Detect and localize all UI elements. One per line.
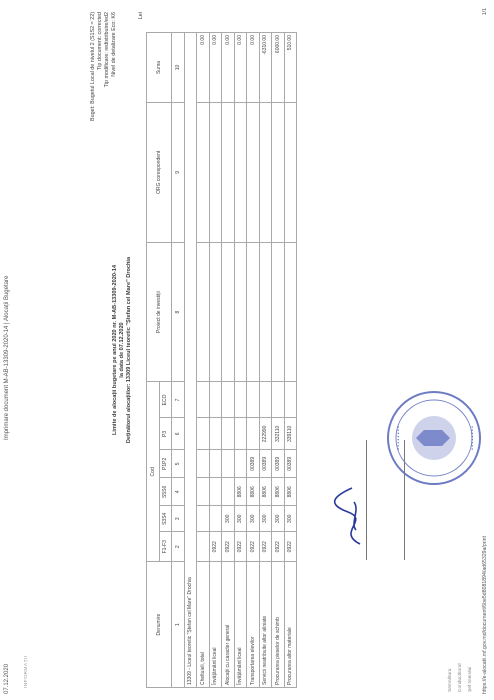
logo-text: INFORMAȚII <box>24 655 29 688</box>
table-cell-suma: 0.00 <box>222 33 235 103</box>
num-cell: 3 <box>172 506 185 532</box>
table-cell-den: Procurarea altor materiale <box>284 562 297 688</box>
table-cell-suma: 6000.00 <box>272 33 285 103</box>
table-cell-s34: 300 <box>247 506 260 532</box>
meta-tip-document: Tip document: corrected <box>97 12 103 70</box>
table-cell-org <box>259 102 272 242</box>
table-cell-proj <box>197 242 210 382</box>
table-cell-org <box>272 102 285 242</box>
table-cell-s34 <box>197 506 210 532</box>
table-cell-p3: 222990 <box>259 418 272 450</box>
col-denumire: Denumire <box>147 562 172 688</box>
sig-label-1: Semnătura <box>448 668 453 692</box>
col-p1p2: P1P2 <box>159 450 172 478</box>
table-cell-p12: 00389 <box>247 450 260 478</box>
print-date: 07.12.2020 <box>4 663 10 694</box>
table-cell-p3: 339110 <box>284 418 297 450</box>
official-stamp <box>384 388 484 488</box>
table-row <box>284 33 297 688</box>
table-cell-proj <box>209 242 222 382</box>
table-cell-f: 0922 <box>259 532 272 562</box>
num-cell: 6 <box>172 418 185 450</box>
table-cell-eco <box>234 382 247 418</box>
table-cell-suma: 510.00 <box>284 33 297 103</box>
num-cell: 4 <box>172 478 185 506</box>
table-cell-eco <box>272 382 285 418</box>
table-cell-org <box>247 102 260 242</box>
table-cell-s34: 300 <box>284 506 297 532</box>
header-row-1 <box>147 33 160 688</box>
table-cell-s34: 300 <box>222 506 235 532</box>
table-cell-f <box>197 532 210 562</box>
currency-label: Lei <box>138 12 144 20</box>
title-line3: Deținătorul alocațiilor: 13309 Liceul teoretic "Ștefan cel Mare" Drochia <box>126 256 132 444</box>
table-cell-suma: 0.00 <box>234 33 247 103</box>
sig-label-3: Șef tinerului <box>468 666 473 692</box>
page-url: https://e-alocatii.mf.gov.md/document/6be5d8081894/ad65329a/print <box>482 536 488 694</box>
table-cell-den: Transportarea elevilor <box>247 562 260 688</box>
table-cell-org <box>197 102 210 242</box>
table-cell-proj <box>259 242 272 382</box>
table-cell-s56: 8806 <box>234 478 247 506</box>
table-cell-org <box>284 102 297 242</box>
num-cell: 1 <box>172 562 185 688</box>
table-cell-p12: 00389 <box>259 450 272 478</box>
table-cell-eco <box>222 382 235 418</box>
num-cell: 9 <box>172 102 185 242</box>
table-cell-org <box>234 102 247 242</box>
table-cell-s34: 300 <box>259 506 272 532</box>
table-cell-s56 <box>209 478 222 506</box>
allocations-table <box>146 32 297 688</box>
table-cell-p3 <box>222 418 235 450</box>
table-cell-p3: 332110 <box>272 418 285 450</box>
table-cell-p12: 00389 <box>284 450 297 478</box>
table-cell-eco <box>197 382 210 418</box>
table-cell-p3 <box>234 418 247 450</box>
table-cell-s56: 8806 <box>259 478 272 506</box>
col-proiect: Proiect de investiții <box>147 242 172 382</box>
table-cell-p3 <box>197 418 210 450</box>
table-body <box>197 33 297 688</box>
svg-text:• • • • • • • •: • • • • • • • • <box>396 426 402 450</box>
table-row <box>222 33 235 688</box>
table-cell-eco <box>209 382 222 418</box>
table-cell-proj <box>247 242 260 382</box>
col-f1f3: F1-F3 <box>159 532 172 562</box>
table-cell-s34: 300 <box>234 506 247 532</box>
title-line2: la data de 07.12.2020 <box>119 322 125 378</box>
table-cell-f: 0922 <box>234 532 247 562</box>
table-cell-p12 <box>222 450 235 478</box>
table-row <box>259 33 272 688</box>
table-cell-f: 0922 <box>284 532 297 562</box>
col-eco: ECO <box>159 382 172 418</box>
meta-tip-modificare: Tip modificare: redistribuire/ed2 <box>104 12 110 88</box>
group-row <box>184 33 197 688</box>
table-cell-suma: 0.00 <box>247 33 260 103</box>
table-cell-den: Învățământ liceal <box>234 562 247 688</box>
table-cell-s56 <box>197 478 210 506</box>
table-cell-eco <box>247 382 260 418</box>
table-cell-s34: 300 <box>272 506 285 532</box>
table-cell-eco <box>259 382 272 418</box>
table-row <box>272 33 285 688</box>
table-row <box>247 33 260 688</box>
table-cell-suma: -6310.00 <box>259 33 272 103</box>
table-cell-s56: 8806 <box>272 478 285 506</box>
group-label: 13309 - Liceul teoretic "Ștefan cel Mare" Drochia <box>184 33 197 688</box>
num-cell: 8 <box>172 242 185 382</box>
col-p3: P3 <box>159 418 172 450</box>
table-cell-den: Alocații cu caracter general <box>222 562 235 688</box>
table-cell-s34 <box>209 506 222 532</box>
table-cell-org <box>209 102 222 242</box>
table-cell-suma: 0.00 <box>197 33 210 103</box>
table-cell-s56: 8806 <box>284 478 297 506</box>
table-cell-org <box>222 102 235 242</box>
signature-line <box>404 440 405 560</box>
num-cell: 7 <box>172 382 185 418</box>
svg-text:• • • • • • • •: • • • • • • • • <box>470 426 476 450</box>
header-numbers-row <box>172 33 185 688</box>
table-cell-s56 <box>222 478 235 506</box>
table-row <box>234 33 247 688</box>
title-line1: Limite de alocații bugetare pe anul 2020 nr. M-AB-13309-2020-14 <box>112 264 118 436</box>
meta-buget: Buget: Bugetul Local de nivelul 2 (S1S2 = 22) <box>90 12 96 121</box>
page-number: 1/1 <box>482 8 488 16</box>
table-cell-eco <box>284 382 297 418</box>
col-suma: Suma <box>147 33 172 103</box>
table-cell-f: 0922 <box>272 532 285 562</box>
num-cell: 10 <box>172 33 185 103</box>
table-cell-p12: 00389 <box>272 450 285 478</box>
table-cell-den: Învățământ liceal <box>209 562 222 688</box>
table-cell-p12 <box>209 450 222 478</box>
table-cell-f: 0922 <box>209 532 222 562</box>
table-cell-den: Procurarea pieselor de schimb <box>272 562 285 688</box>
signature-line <box>366 440 367 560</box>
table-cell-s56: 8806 <box>247 478 260 506</box>
col-s5s6: S5S6 <box>159 478 172 506</box>
table-cell-proj <box>272 242 285 382</box>
table-cell-suma: 0.00 <box>209 33 222 103</box>
table-cell-proj <box>284 242 297 382</box>
table-cell-den: Servicii neatribuite altor aliniate <box>259 562 272 688</box>
table-cell-proj <box>222 242 235 382</box>
num-cell: 2 <box>172 532 185 562</box>
document-page-title: Imprimare document M-AB-13309-2020-14 | Alocații Bugetare <box>4 275 10 440</box>
table-cell-p3 <box>247 418 260 450</box>
col-cod: Cod <box>147 382 160 562</box>
table-cell-p3 <box>209 418 222 450</box>
table-cell-p12 <box>197 450 210 478</box>
table-cell-den: Cheltuieli, total <box>197 562 210 688</box>
table-cell-f: 0922 <box>247 532 260 562</box>
table-cell-p12 <box>234 450 247 478</box>
meta-nivel-detalizare: Nivel de detalizare Eco: K6 <box>111 12 117 77</box>
signature <box>330 480 374 550</box>
num-cell: 5 <box>172 450 185 478</box>
col-s3s4: S3S4 <box>159 506 172 532</box>
table-row <box>197 33 210 688</box>
col-org: ORG corespondent <box>147 102 172 242</box>
sig-label-2: Conducătorul <box>458 663 463 692</box>
table-cell-proj <box>234 242 247 382</box>
table-cell-f: 0922 <box>222 532 235 562</box>
table-row <box>209 33 222 688</box>
